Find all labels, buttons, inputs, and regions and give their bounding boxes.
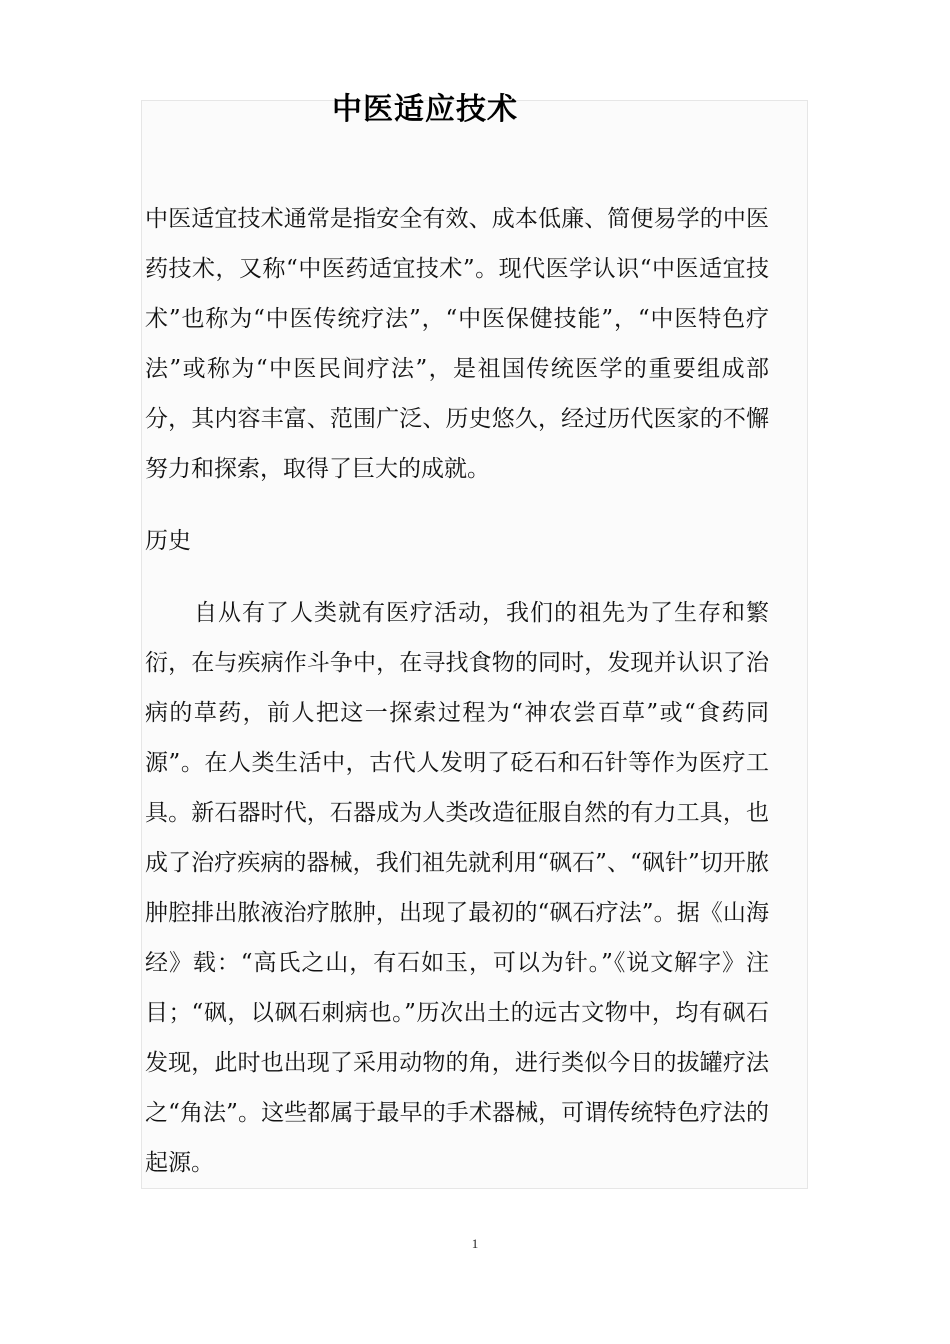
section-heading: 历史 (145, 528, 191, 554)
page-number: 1 (471, 1236, 479, 1251)
intro-paragraph: 中医适宜技术通常是指安全有效、成本低廉、简便易学的中医药技术，又称“中医药适宜技术”。现代医学认识“中医适宜技术”也称为“中医传统疗法”，“中医保健技能”，“中医特色疗法”或称为“中医民间疗法”，是祖国传统医学的重要组成部分，其内容丰富、范围广泛、历史悠久，经过历代医家的不懈努力和探索，取得了巨大的成就。 (145, 206, 769, 482)
document-title: 中医适应技术 (332, 92, 518, 127)
history-paragraph: 自从有了人类就有医疗活动，我们的祖先为了生存和繁衍，在与疾病作斗争中，在寻找食物的同时，发现并认识了治病的草药，前人把这一探索过程为“神农尝百草”或“食药同源”。在人类生活中，古代人发明了砭石和石针等作为医疗工具。新石器时代，石器成为人类改造征服自然的有力工具，也成了治疗疾病的器械，我们祖先就利用“砜石”、“砜针”切开脓肿腔排出脓液治疗脓肿，出现了最初的“砜石疗法”。据《山海经》载：“高氏之山，有石如玉，可以为针。”《说文解字》注目；“砜，以砜石刺病也。”历次出土的远古文物中，均有砜石发现，此时也出现了采用动物的角，进行类似今日的拔罐疗法之“角法”。这些都属于最早的手术器械，可谓传统特色疗法的起源。 (145, 600, 769, 1176)
